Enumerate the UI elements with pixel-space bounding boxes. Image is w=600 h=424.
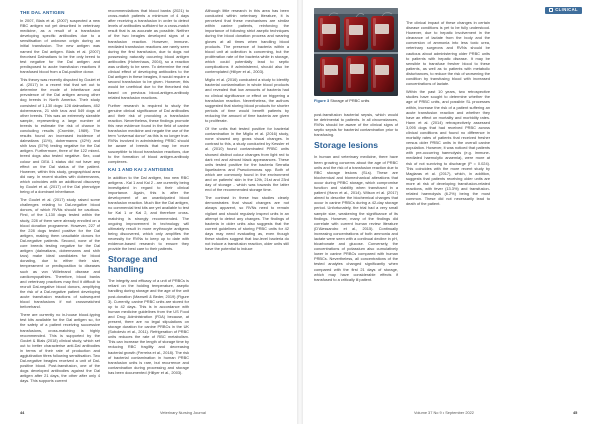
- heading-storage-lesions: Storage lesions: [314, 140, 378, 151]
- col5-para-1: The clinical impact of these changes in certain disease conditions is yet to be fully understood. However, due to hepatic involvement in the clearance of lactate from the body and the conversion of ammonia into less toxic urea, veterinary surgeons and RVNs should be cautious about administering older PRBC units to patients with hepatic disease. It may be sensible to transfuse fresher blood to these patients, as well as to patients with metabolic disturbances, to reduce the risk of worsening the condition by transfusing blood with increased concentrations of lactate.: [406, 20, 490, 87]
- figure-caption-text: Storage of PRBC units: [330, 98, 370, 103]
- col2-para-2: Further research is required to study the genuine clinical significance of Dal antibodies and their risk of provoking a transfusion reaction. Nevertheless, these findings promote this new evidence found in the field of canine transfusion medicine and negate the use of the term "universal donor" as this is no longer true. RVNs involved in administering PRBC should be aware of breeds that may be more susceptible to blood transfusion reactions, due to the formation of blood antigen-antibody complexes.: [108, 102, 189, 164]
- right-col-2: [406, 20, 490, 400]
- col2-para-3: In addition to the Dal antigen, two new RBC antigens - Kai 1 and Kai 2 - are currently being investigated in regard to their clinical importance. Again, this is after the development of an unanticipated blood transfusion reaction. Much like the Dal antigen, no commercial test kits are yet available to test for Kai 1 or Kai 2, and therefore cross-matching is strongly recommended. The ongoing improvement in technology will ultimately result in more erythrocyte antigens being discovered, which only amplifies the necessity for RVNs to keep up to date with evidence-based research to ensure they provide the best care to their patients.: [108, 174, 189, 252]
- col1-para-4: There are currently no in-house blood-typing test kits available for the Dal antigen so, for the safety of a patient receiving successive transfusions, cross-matching is highly recommended. This is supported by the Goulet & Blais (2018) clinical study, which set out to better characterise anti-Dal antibodies in terms of their rate of production and agglutination titres following sensitisation. Two Dal-negative beagles received a unit of Dal-positive blood. Post-transfusion, one of the dogs developed antibodies against the Dal antigen after 21 days, the other after only 4 days. This supports current: [20, 312, 100, 384]
- left-col-1: [20, 8, 100, 400]
- footer-journal-left: Veterinary Nursing Journal: [160, 410, 206, 415]
- footer-page-right: 45: [573, 410, 578, 415]
- clinical-icon: [549, 8, 553, 12]
- col1-para-1: In 2007, Blais et al. (2007) suspected a new RBC antigen not yet described in veterinary medicine, as a result of a transfusion developing specific antibodies due to a sensitisation of unknown origin during an initial transfusion. The new antigen was named the Dal antigen. Blais et al. (2007) theorised Dalmatians to be the only breed to test negative for the Dal antigen and predisposed to acute transfusion reactions if transfused blood from a Dal-positive donor.: [20, 18, 100, 74]
- figure-label: Figure 3: [314, 98, 330, 103]
- left-col-2: [108, 8, 189, 400]
- col5-para-2: Within the past 10 years, two retrospective studies have sought to determine whether the age of PRBC units, and possible SL processes within, increase the risk of a patient suffering an acute transfusion reaction and whether they have an effect on mortality and morbidity rates. Hann et al. (2014) retrospectively assessed 3,095 dogs that had received PRBC across clinical conditions and found no difference in mortality rates of patients that received fresher versus older PRBC units in the overall canine population. However, it was noticed that patients with pre-occurring haemolysis (e.g. immune-mediated haemolytic anaemia), were more at risk of not surviving to discharge (P = 0.024). This coincides with the more recent study by Maglaras et al. (2017), which, in addition, suggests that patients receiving older units are more at risk of developing transfusion-related reactions, with fever (13.3%) and transfusion-related haemolysis (6.2%) being the most common. These did not necessarily lead to death of the patient.: [406, 89, 490, 207]
- col3-para-1: Although little research in this area has been conducted within veterinary literature, it is perceived that these mechanisms are similar within canine patients, reinforcing the importance of following strict aseptic techniques during the blood donation process and wearing gloves at all times when handling blood products. The presence of bacteria within a blood unit at collection is concerning, but the proliferation rate of the bacteria while in storage, which could potentially lead to septic complications if administered, should also be contemplated (Hillyer et al., 2003).: [205, 8, 289, 75]
- col1-para-3: The Goulet et al. (2017) study raised some challenges relating to Dal-negative blood donors, of which RVNs should be cautious. First, of the 1,130 dogs tested within the study, 228 of them were already enrolled on a blood donation programme. However, 227 of the 228 dogs tested positive for the Dal antigen, making them unsuitable donors for Dal-negative patients. Second, none of the core breeds testing negative for the Dal antigen (dalmatians, dobermanns and shih tzus) make ideal candidates for blood donating, due to either their size, temperament or predisposition to diseases such as von Willebrand disease and cardiomyopathies. Therefore, blood banks and veterinary practices may find it difficult to recruit Dal-negative blood donors, amplifying the risk of a Dal-negative patient developing acute transfusion reactions of subsequent blood transfusions if not crossmatched beforehand.: [20, 197, 100, 310]
- section-label-dal: THE DAL ANTIGEN: [20, 10, 65, 15]
- col4-para-1: post-transfusion bacterial sepsis, which would be detrimental to patients. In all circumstances, RVNs should be aware of the clinical signs of septic sepsis for bacterial contamination prior to transfusing.: [314, 112, 398, 138]
- section-tag-label: CLINICAL: [555, 7, 578, 12]
- col3-para-3: Of the units that tested positive for bacterial contamination in the Miglio et al. (2016) study, none showed any gross visual changes. In contrast to this, a study conducted by Kessler et al. (2010) found contaminated PRBC units showed distinct colour changes from light red to dark red and almost black appearances. These units tested positive for the bacteria Serratia liquefaciens and Pseudomonas spp. Both of which are commonly found in the environment and on patients' skin in the 12th, 21st and 23rd day of storage - which was towards the latter end of the recommended storage time.: [205, 126, 289, 193]
- col3-para-2: Miglio et al. (2016) conducted a study to identify bacterial contamination in whole blood products and revealed that low amounts of bacteria had no clinical significance or effect on triggering a transfusion reaction. Nevertheless, the authors suggested that storing blood products for shorter periods of time would benefit patients by reducing the amount of time bacteria are given to proliferate.: [205, 77, 289, 123]
- left-col-3: [205, 8, 289, 400]
- right-col-3: [498, 20, 582, 400]
- col3-para-4: The contrast in these two studies clearly demonstrates that visual changes are not always apparent, so RVNs need to remain vigilant and should regularly inspect units in an attempt to detect any changes. The findings of bacteria in older units also suggests that the current guidelines of storing PRBC units for 42 days may need evaluating as, even though these studies suggest that low-level bacteria do not induce a transfusion reaction, older units still have the potential to induce: [205, 195, 289, 252]
- footer-page-left: 44: [20, 410, 25, 415]
- col4-para-2: In human and veterinary medicine, there have been growing concerns about the age of PRBC units and the risk of a transfusion reaction due to RBC storage lesions (SLs). These are biochemical and biomechanical alterations that occur during PRBC storage, which compromise function and viability when transfused in a patient (Hann et al., 2014). Wilson et al. (2017) aimed to describe the biochemical changes that occur in canine PRBCs during a 42-day storage period. Unfortunately, the trial had a very small sample size, weakening the significance of its findings. However, many of the findings did correlate with current human review literature (D'Alessandro et al., 2015). Continually increasing concentrations of both ammonia and lactate were seen with a continual decline in pH, bicarbonate and glucose. Conversely, the concentrations of potassium also cumulatively lower in canine PRBCs compared with human PRBCs. Nevertheless, all concentrations of the tested analytes changed significantly when compared with the first 21 days of storage, which may have considerable effects if transfused to a critically ill patient.: [314, 154, 398, 282]
- figure-3: [314, 8, 398, 106]
- subheading-kai: KAI 1 AND KAI 2 ANTIGENS: [108, 166, 174, 172]
- page-gutter: [297, 0, 303, 424]
- heading-storage-handling: Storage and handling: [108, 254, 158, 275]
- right-col-1: [314, 112, 398, 400]
- figure-caption: [314, 98, 398, 103]
- blood-bags-photo: [314, 8, 398, 96]
- col2-para-4: The integrity and efficacy of a unit of PRBCs is reliant on the holding temperature, aseptic handling during storage and the age of the unit post-donation (Maxwell & Beder, 2019) (Figure 3). Currently, canine PRBC units are stored for up to 42 days. This is in accordance with human medicine guidelines from the US Food and Drug Administration (FDA) because, at present, there are no legal stipulations on storage duration for canine PRBCs in the UK (Sobolevic et al., 2011). Refrigeration of PRBC units reduces the rate of RBC metabolism. This can increase the length of storage time by reducing RBC fragility and decreasing bacterial growth (Ferreira et al., 2018). The risk of bacterial contamination in human PRBC transfusion units is rare, but recurrence and contamination during processing and storage has been documented (Hillyer et al., 2003).: [108, 278, 189, 375]
- footer-journal-right: Volume 37 No 9 • September 2022: [414, 410, 474, 415]
- section-tag-clinical: [545, 7, 582, 14]
- col2-para-1: recommendations that blood banks (2021) to cross-match patients a minimum of 4 days after receiving a transfusion in order to detect levels of antibodies sufficient for a cross-match result that is as accurate as possible. Neither of the two beagles developed signs of a transfusion reaction. However, immune-mediated transfusion reactions are rarely seen during the first transfusion, due to dogs not possessing naturally occurring blood antigen antibodies (Hohenhaus, 2004), so a reaction was unlikely to be seen. To determine the real clinical effect of developing antibodies to the Dal antigen in these beagles, it would require a second transfusion to be given. However, this would be unethical due to the theorised risk based on previous blood-antigen-antibody related transfusion reactions.: [108, 8, 189, 100]
- col1-para-2: This theory was recently disputed by Goulet et al. (2017) in a recent trial that set out to determine the mode of inheritance and prevalence of the Dal antigen among other dog breeds in North America. Their study consisted of 1,130 dogs: 128 dalmatians, 452 dobermanns, 21 shih tzus and 549 dogs of other breeds. This was an extremely sizeable sample, representing a large number of breeds to estimate the risk of chance in concluding results (Crombie, 1989). The results found an increased incidence of dalmatians (11%), dobermanns (42%) and shih tzus (57%) testing negative for the Dal antigen. Furthermore, three of the 122 mixed-breed dogs also tested negative. Sex, coat colour and DEA 1 status did not have any effect on the Dal status of the patient. However, within this study, geographical area did vary. In recent studies with dobermanns, which coincides with an additional discovery by Goulet et al. (2017) of the Dal phenotype being of a dominant inheritance.: [20, 77, 100, 195]
